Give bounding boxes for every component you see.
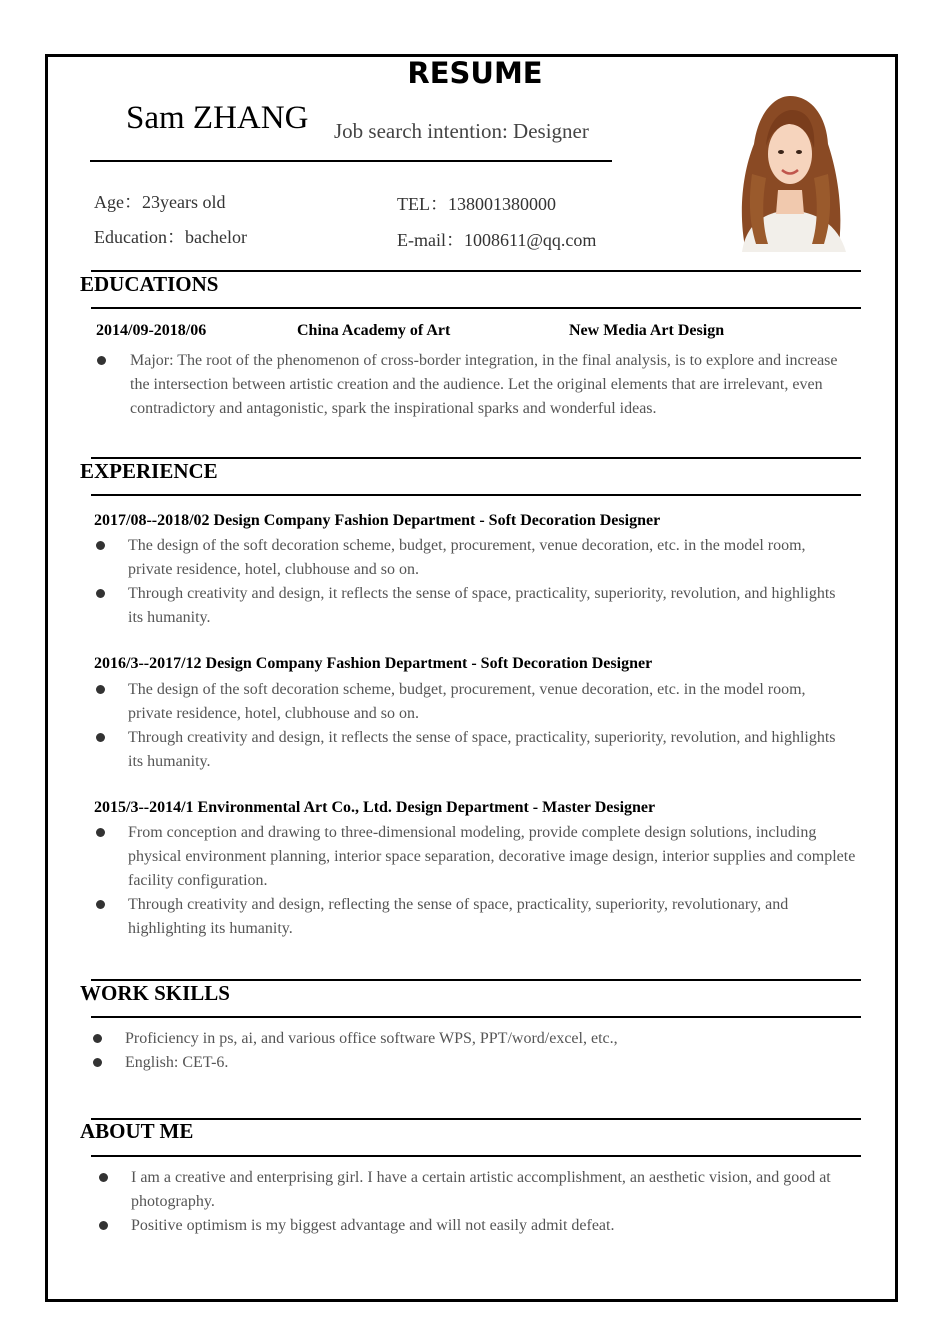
candidate-name: Sam ZHANG [126, 100, 309, 136]
education-school: China Academy of Art [297, 322, 451, 339]
bullet-icon [96, 828, 105, 837]
section-rule [91, 307, 861, 309]
bullet-icon [96, 589, 105, 598]
education-field: Education：bachelor [94, 227, 247, 247]
bullet-icon [99, 1221, 108, 1230]
experience-heading: EXPERIENCE [80, 459, 218, 483]
job-point: The design of the soft decoration scheme, budget, procurement, venue decoration, etc. in the model room, private residence, hotel, clubhouse and so on. [128, 681, 806, 722]
about-item: I am a creative and enterprising girl. I have a certain artistic accomplishment, an aesthetic vision, and good at photography. [131, 1169, 831, 1210]
job-point: Through creativity and design, it reflects the sense of space, practicality, superiority, revolution, and highlights its humanity. [128, 729, 836, 770]
education-period: 2014/09-2018/06 [96, 322, 207, 339]
education-description: Major: The root of the phenomenon of cross-border integration, in the final analysis, is to explore and increase the intersection between artistic creation and the audience. Let the original elements that are irrelevant, even contradictory and antagonistic, spark the inspirational sparks and wonderful ideas. [130, 352, 838, 417]
bullet-icon [96, 685, 105, 694]
bullet-icon [99, 1173, 108, 1182]
profile-photo [728, 74, 852, 252]
section-rule [91, 1155, 861, 1157]
bullet-icon [96, 541, 105, 550]
job-point: Through creativity and design, it reflects the sense of space, practicality, superiority, revolution, and highlights its humanity. [128, 585, 836, 626]
bullet-icon [93, 1058, 102, 1067]
job-title: 2016/3--2017/12 Design Company Fashion Department - Soft Decoration Designer [94, 655, 653, 672]
email-field: E-mail：1008611@qq.com [397, 230, 597, 250]
job-intention: Job search intention: Designer [334, 119, 589, 143]
about-item: Positive optimism is my biggest advantage and will not easily admit defeat. [131, 1217, 615, 1234]
section-rule [91, 1016, 861, 1018]
about-heading: ABOUT ME [80, 1119, 194, 1143]
job-point: Through creativity and design, reflecting the sense of space, practicality, superiority, revolutionary, and highlighting its humanity. [128, 896, 789, 937]
bullet-icon [96, 900, 105, 909]
education-major: New Media Art Design [569, 322, 725, 339]
skill-item: Proficiency in ps, ai, and various office software WPS, PPT/word/excel, etc., [125, 1030, 618, 1047]
resume-title: RESUME [407, 56, 543, 90]
bullet-icon [96, 733, 105, 742]
name-underline [90, 160, 612, 162]
job-title: 2015/3--2014/1 Environmental Art Co., Ltd. Design Department - Master Designer [94, 799, 656, 816]
skill-item: English: CET-6. [125, 1054, 229, 1071]
bullet-icon [93, 1034, 102, 1043]
job-point: The design of the soft decoration scheme, budget, procurement, venue decoration, etc. in the model room, private residence, hotel, clubhouse and so on. [128, 537, 806, 578]
age-field: Age：23years old [94, 192, 226, 212]
tel-field: TEL：138001380000 [397, 194, 556, 214]
section-rule [91, 494, 861, 496]
job-title: 2017/08--2018/02 Design Company Fashion Department - Soft Decoration Designer [94, 512, 661, 529]
skills-heading: WORK SKILLS [80, 981, 230, 1005]
educations-heading: EDUCATIONS [80, 272, 219, 296]
bullet-icon [97, 356, 106, 365]
section-rule [91, 1118, 861, 1120]
job-point: From conception and drawing to three-dimensional modeling, provide complete design solutions, including physical environment planning, interior space separation, decorative image design, interior supplies and complete facility configuration. [128, 824, 856, 889]
